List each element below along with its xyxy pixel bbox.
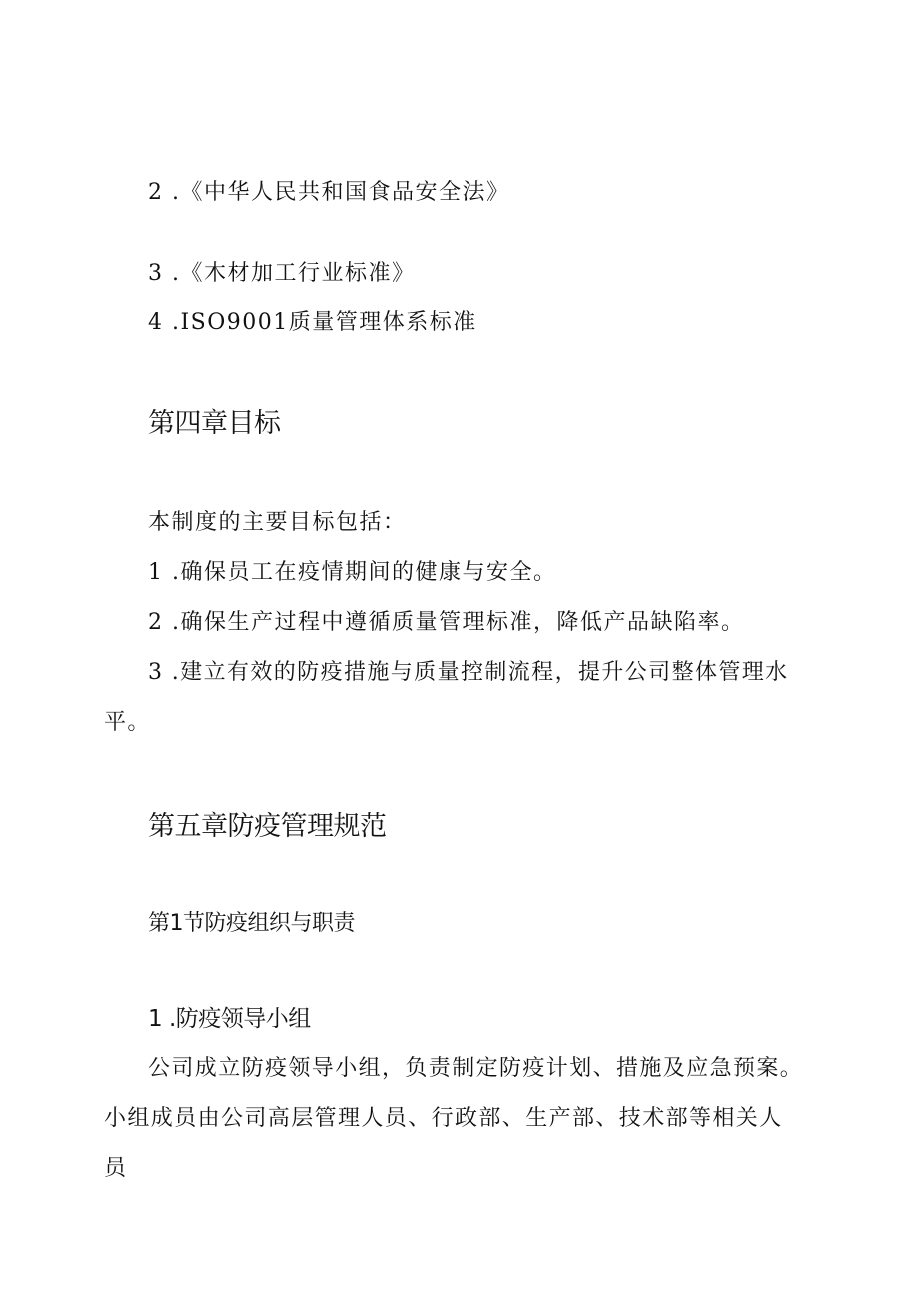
goal-item-2: 2 .确保生产过程中遵循质量管理标准，降低产品缺陷率。: [148, 610, 745, 635]
chapter-4-intro: 本制度的主要目标包括：: [148, 510, 407, 535]
reference-item-4: 4 .ISO9001质量管理体系标准: [148, 310, 477, 335]
section-1-title: 第1节防疫组织与职责: [148, 911, 355, 936]
reference-item-3: 3 .《木材加工行业标准》: [148, 261, 416, 286]
subsection-1-title: 1 .防疫领导小组: [148, 1006, 311, 1032]
chapter-4-title: 第四章目标: [148, 408, 281, 439]
goal-item-3: 3 .建立有效的防疫措施与质量控制流程，提升公司整体管理水平。: [104, 660, 789, 735]
reference-item-2: 2 .《中华人民共和国食品安全法》: [148, 180, 510, 205]
goal-item-1: 1 .确保员工在疫情期间的健康与安全。: [148, 560, 557, 585]
subsection-1-paragraph: 公司成立防疫领导小组，负责制定防疫计划、措施及应急预案。小组成员由公司高层管理人员、行政部、生产部、技术部等相关人员: [104, 1056, 804, 1181]
chapter-5-title: 第五章防疫管理规范: [148, 811, 387, 842]
